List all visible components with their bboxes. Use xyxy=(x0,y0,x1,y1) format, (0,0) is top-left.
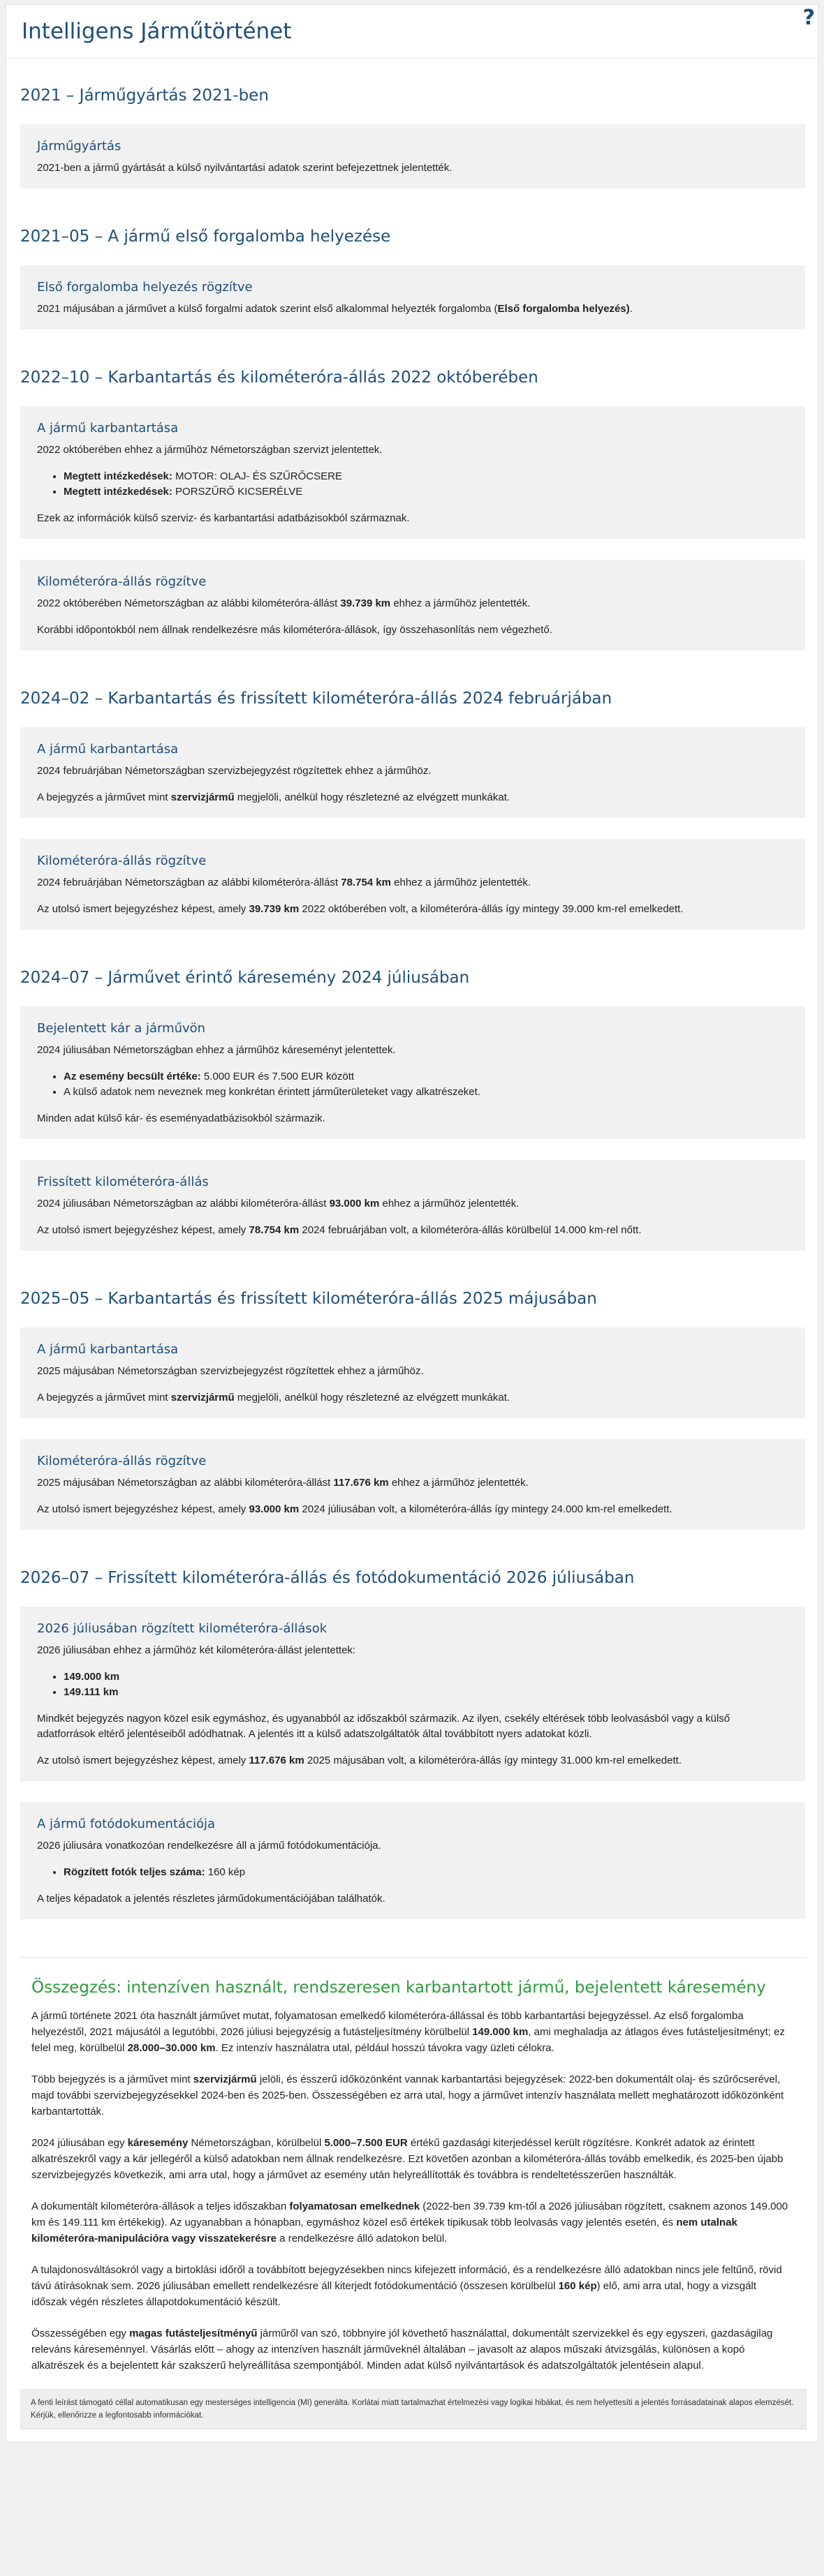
text-run: A bejegyzés a járművet mint xyxy=(37,791,171,803)
list-item xyxy=(64,469,788,484)
text-run: 2022 októberében volt, a kilométeróra-állás így mintegy 39.000 km-rel emelkedett. xyxy=(299,903,684,915)
text-run: . xyxy=(629,303,633,315)
section-heading: 2021 – Járműgyártás 2021-ben xyxy=(20,87,269,105)
text-run: Összességében egy xyxy=(31,2328,130,2339)
list-item xyxy=(64,1685,788,1700)
text-run: Ezek az információk külső szerviz- és karbantartási adatbázisokból származnak. xyxy=(37,512,410,524)
text-run: 2022 októberében Németországban az alábbi kilométeróra-állást xyxy=(37,597,341,609)
event-card xyxy=(20,727,805,818)
text-run: megjelöli, anélkül hogy részletezné az elvégzett munkákat. xyxy=(234,791,510,803)
card-paragraph xyxy=(37,301,788,317)
card-paragraph xyxy=(37,1196,788,1212)
text-run: PORSZŰRŐ KICSERÉLVE xyxy=(172,486,303,498)
text-run: 2026 júliusára vonatkozóan rendelkezésre áll a jármű fotódokumentációja. xyxy=(37,1840,381,1852)
card-title: Kilométeróra-állás rögzítve xyxy=(37,574,207,589)
bold-text: 78.754 km xyxy=(249,1224,300,1236)
text-run: ) elő, ami arra utal, hogy a vizsgált időszak végén részletes állapotdokumentáció készült. xyxy=(31,2280,757,2308)
event-card xyxy=(20,1802,805,1919)
section-heading: 2024–07 – Járművet érintő káresemény 2024 júliusában xyxy=(20,969,470,987)
bold-text: 117.676 km xyxy=(249,1755,304,1766)
summary-paragraph xyxy=(31,2262,794,2310)
text-run: 2024 februárjában Németországban az alábbi kilométeróra-állást xyxy=(37,877,341,888)
text-run: 2025 májusában Németországban az alábbi kilométeróra-állást xyxy=(37,1477,334,1489)
text-run: Németországban, körülbelül xyxy=(188,2137,325,2149)
list-item xyxy=(64,1669,788,1685)
text-run: . Ez intenzív használatra utal, például hosszú távokra vagy üzleti célokra. xyxy=(215,2042,554,2054)
card-paragraph xyxy=(37,790,788,805)
bold-text: 93.000 km xyxy=(329,1198,380,1209)
text-run: járműről van szó, többnyire jól követhető használattal, dokumentált szervizekkel és egy egyszeri, gazdaságilag releváns káreseménnyel. Vásárlás előtt – ahogy az intenzíven használt járműveknél általában – javasolt az alapos műszaki átvizsgálás, különösen a kopó alkatrészek és a bejelentett kár szakszerű helyreállítása szempontjából. Minden adat külső nyilvántartások és adatszolgáltatók jelentésein alapul. xyxy=(31,2328,773,2372)
card-title: Kilométeróra-állás rögzítve xyxy=(37,854,207,868)
text-run: Az utolsó ismert bejegyzéshez képest, amely xyxy=(37,1755,249,1766)
detail-list xyxy=(37,1865,788,1880)
bold-text: 28.000–30.000 km xyxy=(127,2042,216,2054)
card-title: A jármű karbantartása xyxy=(37,742,179,757)
bold-text: 149.000 km xyxy=(472,2026,529,2038)
event-card xyxy=(20,1006,805,1139)
event-card xyxy=(20,265,805,329)
card-paragraph xyxy=(37,764,788,779)
text-run: értékű gazdasági kiterjedéssel került rögzítésre. Konkrét adatok az érintett alkatrészekről vagy a kár jellegéről a külső adatokban nem állnak rendelkezésre. Ezt követően azonban a kilométeróra-állás tovább emelkedik, és 2025-ben újabb szervizbejegyzés következik, ami arra utal, hogy a járművet az esemény után helyreállították és továbbra is rendeltetésszerűen használták. xyxy=(31,2137,783,2181)
text-run: ehhez a járműhöz jelentették. xyxy=(390,877,531,888)
bold-text: Első forgalomba helyezés) xyxy=(497,303,630,315)
text-run: 2025 májusában Németországban szervizbejegyzést rögzítettek ehhez a járműhöz. xyxy=(37,1365,424,1377)
card-paragraph xyxy=(37,1390,788,1406)
ai-disclaimer: A fenti leírást támogató céllal automatikusan egy mesterséges intelligencia (MI) generálta. Korlátai miatt tartalmazhat értelmezési vagy logikai hibákat, és nem helyettesíti a jelentés forrásadatainak alapos elemzését. Kérjük, ellenőrizze a legfontosabb információkat. xyxy=(20,2389,807,2429)
text-run: 2026 júliusában ehhez a járműhöz két kilométeróra-állást jelentettek: xyxy=(37,1644,356,1656)
timeline-section xyxy=(20,367,805,650)
card-title: A jármű fotódokumentációja xyxy=(37,1817,215,1831)
event-card xyxy=(20,124,805,188)
card-title: Bejelentett kár a járművön xyxy=(37,1021,206,1036)
bold-text: Az esemény becsült értéke: xyxy=(64,1071,201,1082)
detail-list xyxy=(37,1069,788,1100)
text-run: (2022-ben 39.739 km-től a 2026 júliusában rögzített, csaknem azonos 149.000 km és 149.111 km értékekig). Az ugyanabban a hónapban, egymáshoz közel eső értékek tipikusak több leolvasás vagy jelentés esetén, és xyxy=(31,2201,788,2228)
card-title: Kilométeróra-állás rögzítve xyxy=(37,1454,207,1468)
bold-text: Megtett intézkedések: xyxy=(64,486,172,498)
event-card xyxy=(20,839,805,930)
section-heading: 2026–07 – Frissített kilométeróra-állás és fotódokumentáció 2026 júliusában xyxy=(20,1569,635,1587)
card-paragraph xyxy=(37,511,788,526)
bold-text: 149.111 km xyxy=(64,1686,119,1698)
card-title: A jármű karbantartása xyxy=(37,1342,179,1357)
summary-section xyxy=(20,1957,807,2374)
text-run: A bejegyzés a járművet mint xyxy=(37,1392,171,1404)
bold-text: magas futásteljesítményű xyxy=(129,2328,258,2339)
bold-text: 78.754 km xyxy=(341,877,391,888)
detail-list xyxy=(37,1669,788,1700)
card-title: Járműgyártás xyxy=(37,139,122,154)
text-run: 160 kép xyxy=(205,1866,246,1878)
card-paragraph xyxy=(37,1223,788,1238)
event-card xyxy=(20,1160,805,1251)
card-paragraph xyxy=(37,875,788,891)
text-run: ehhez a járműhöz jelentették. xyxy=(390,597,531,609)
text-run: 2024 júliusában Németországban ehhez a járműhöz káreseményt jelentettek. xyxy=(37,1044,396,1056)
bold-text: káresemény xyxy=(127,2137,189,2149)
card-paragraph xyxy=(37,161,788,176)
question-mark-icon[interactable]: ? xyxy=(802,6,815,30)
event-card xyxy=(20,560,805,650)
text-run: 2024 júliusában Németországban az alábbi kilométeróra-állást xyxy=(37,1198,330,1209)
text-run: 2024 februárjában Németországban szervizbejegyzést rögzítettek ehhez a járműhöz. xyxy=(37,765,432,777)
text-run: Minden adat külső kár- és eseményadatbázisokból származik. xyxy=(37,1112,325,1124)
timeline-section xyxy=(20,1568,805,1919)
list-item xyxy=(64,1865,788,1880)
text-run: A dokumentált kilométeróra-állások a teljes időszakban xyxy=(31,2201,290,2212)
text-run: 2025 májusában volt, a kilométeróra-állás így mintegy 31.000 km-rel emelkedett. xyxy=(304,1755,682,1766)
card-paragraph xyxy=(37,1711,788,1742)
card-paragraph xyxy=(37,1643,788,1658)
bold-text: 39.739 km xyxy=(340,597,391,609)
text-run: Az utolsó ismert bejegyzéshez képest, amely xyxy=(37,1503,249,1515)
summary-paragraph xyxy=(31,2135,794,2183)
bold-text: Rögzített fotók teljes száma: xyxy=(64,1866,205,1878)
summary-paragraph xyxy=(31,2008,794,2056)
summary-body xyxy=(31,2008,794,2374)
text-run: 2022 októberében ehhez a járműhöz Németországban szervizt jelentettek. xyxy=(37,444,383,456)
event-card xyxy=(20,1439,805,1530)
timeline-section xyxy=(20,85,805,188)
text-run: 2024 júliusában volt, a kilométeróra-állás így mintegy 24.000 km-rel emelkedett. xyxy=(299,1503,672,1515)
timeline xyxy=(6,85,818,1919)
text-run: ehhez a járműhöz jelentették. xyxy=(388,1477,529,1489)
card-paragraph xyxy=(37,1111,788,1126)
event-card xyxy=(20,406,805,539)
bold-text: szervizjármű xyxy=(170,791,235,803)
list-item xyxy=(64,1069,788,1085)
app-title: Intelligens Járműtörténet xyxy=(22,19,292,44)
text-run: a rendelkezésre álló adatokon belül. xyxy=(277,2233,448,2244)
timeline-section xyxy=(20,967,805,1251)
event-card xyxy=(20,1327,805,1418)
section-heading: 2022–10 – Karbantartás és kilométeróra-állás 2022 októberében xyxy=(20,368,538,387)
bold-text: 93.000 km xyxy=(249,1503,300,1515)
text-run: 2021 májusában a járművet a külső forgalmi adatok szerint első alkalommal helyezték forgalomba ( xyxy=(37,303,498,315)
text-run: A teljes képadatok a jelentés részletes járműdokumentációjában találhatók. xyxy=(37,1893,385,1905)
text-run: Az utolsó ismert bejegyzéshez képest, amely xyxy=(37,1224,249,1236)
card-paragraph xyxy=(37,1043,788,1058)
timeline-section xyxy=(20,226,805,329)
text-run: Korábbi időpontokból nem állnak rendelkezésre más kilométeróra-állások, így összehasonlítás nem végezhető. xyxy=(37,624,552,636)
text-run: 2024 júliusában egy xyxy=(31,2137,128,2149)
event-card xyxy=(20,1607,805,1781)
section-heading: 2024–02 – Karbantartás és frissített kilométeróra-állás 2024 februárjában xyxy=(20,690,612,708)
card-paragraph xyxy=(37,1838,788,1854)
text-run: A külső adatok nem neveznek meg konkrétan érintett járműterületeket vagy alkatrészeket. xyxy=(64,1086,480,1098)
text-run: ehhez a járműhöz jelentették. xyxy=(379,1198,520,1209)
card-paragraph xyxy=(37,596,788,611)
bold-text: Megtett intézkedések: xyxy=(64,470,172,482)
card-title: Frissített kilométeróra-állás xyxy=(37,1175,209,1189)
card-paragraph xyxy=(37,1891,788,1907)
bold-text: 160 kép xyxy=(558,2280,597,2292)
text-run: A tulajdonosváltásokról vagy a birtoklási időről a továbbított bejegyzésekben nincs kifejezett információ, és a rendelkezésre álló adatokban nincs jele feltűnő, rövid távú átírásoknak sem. 2026 júliusában emellett rendelkezésre áll kiterjedt fotódokumentáció (összesen körülbelül xyxy=(31,2264,782,2292)
bold-text: szervizjármű xyxy=(193,2074,257,2085)
text-run: Több bejegyzés is a járművet mint xyxy=(31,2074,193,2085)
bold-text: 5.000–7.500 EUR xyxy=(324,2137,408,2149)
bold-text: nem utalnak kilométeróra-manipulációra vagy visszatekerésre xyxy=(31,2217,737,2244)
timeline-section xyxy=(20,688,805,930)
summary-paragraph xyxy=(31,2198,794,2247)
text-run: Mindkét bejegyzés nagyon közel esik egymáshoz, és ugyanabból az időszakból származik. Az ilyen, csekély eltérések több leolvasásból vagy a külső adatforrások eltérő jelentéseiből adódhatnak. A jelentés itt a külső adatszolgáltatók által továbbított nyers adatokat közli. xyxy=(37,1713,730,1740)
timeline-section xyxy=(20,1288,805,1530)
text-run: MOTOR: OLAJ- ÉS SZŰRŐCSERE xyxy=(172,470,342,482)
card-paragraph xyxy=(37,1475,788,1491)
summary-paragraph xyxy=(31,2325,794,2374)
list-item xyxy=(64,1085,788,1100)
card-title: Első forgalomba helyezés rögzítve xyxy=(37,280,253,295)
card-paragraph xyxy=(37,1364,788,1379)
card-title: 2026 júliusában rögzített kilométeróra-állások xyxy=(37,1621,328,1636)
detail-list xyxy=(37,469,788,500)
text-run: 2024 februárjában volt, a kilométeróra-állás körülbelül 14.000 km-rel nőtt. xyxy=(299,1224,642,1236)
bold-text: folyamatosan emelkednek xyxy=(289,2201,420,2212)
header-bar xyxy=(6,5,818,59)
bold-text: 149.000 km xyxy=(64,1671,120,1683)
summary-paragraph xyxy=(31,2071,794,2120)
text-run: 2021-ben a jármű gyártását a külső nyilvántartási adatok szerint befejezettnek jelentették. xyxy=(37,162,453,174)
card-title: A jármű karbantartása xyxy=(37,421,179,435)
card-paragraph xyxy=(37,623,788,638)
text-run: megjelöli, anélkül hogy részletezné az elvégzett munkákat. xyxy=(234,1392,510,1404)
section-heading: 2025–05 – Karbantartás és frissített kilométeróra-állás 2025 májusában xyxy=(20,1290,597,1308)
card-paragraph xyxy=(37,442,788,458)
card-paragraph xyxy=(37,902,788,917)
bold-text: szervizjármű xyxy=(170,1392,235,1404)
text-run: A jármű története 2021 óta használt járművet mutat, folyamatosan emelkedő kilométeróra-állással és több karbantartási bejegyzéssel. Az első forgalomba helyezéstől, 2021 májusától a legutóbbi, 2026 júliusi bejegyzésig a futásteljesítmény körülbelül xyxy=(31,2010,744,2038)
text-run: Az utolsó ismert bejegyzéshez képest, amely xyxy=(37,903,249,915)
bold-text: 117.676 km xyxy=(333,1477,389,1489)
summary-title: Összegzés: intenzíven használt, rendszeresen karbantartott jármű, bejelentett káresemény xyxy=(31,1979,766,1997)
report-page xyxy=(6,4,818,2443)
text-run: 5.000 EUR és 7.500 EUR között xyxy=(200,1071,355,1082)
section-heading: 2021–05 – A jármű első forgalomba helyezése xyxy=(20,228,391,246)
text-run: jelöli, és ésszerű időközönként vannak karbantartási bejegyzések: 2022-ben dokumentált olaj- és szűrőcserével, majd további szervizbejegyzésekkel 2024-ben és 2025-ben. Összességében ez arra utal, hogy a járművet intenzív használata mellett meghatározott időközönként karbantartották. xyxy=(31,2074,784,2117)
text-run: , ami meghaladja az átlagos éves futásteljesítményt; ez felel meg, körülbelül xyxy=(31,2026,785,2054)
list-item xyxy=(64,484,788,500)
card-paragraph xyxy=(37,1502,788,1517)
bold-text: 39.739 km xyxy=(249,903,300,915)
card-paragraph xyxy=(37,1753,788,1769)
